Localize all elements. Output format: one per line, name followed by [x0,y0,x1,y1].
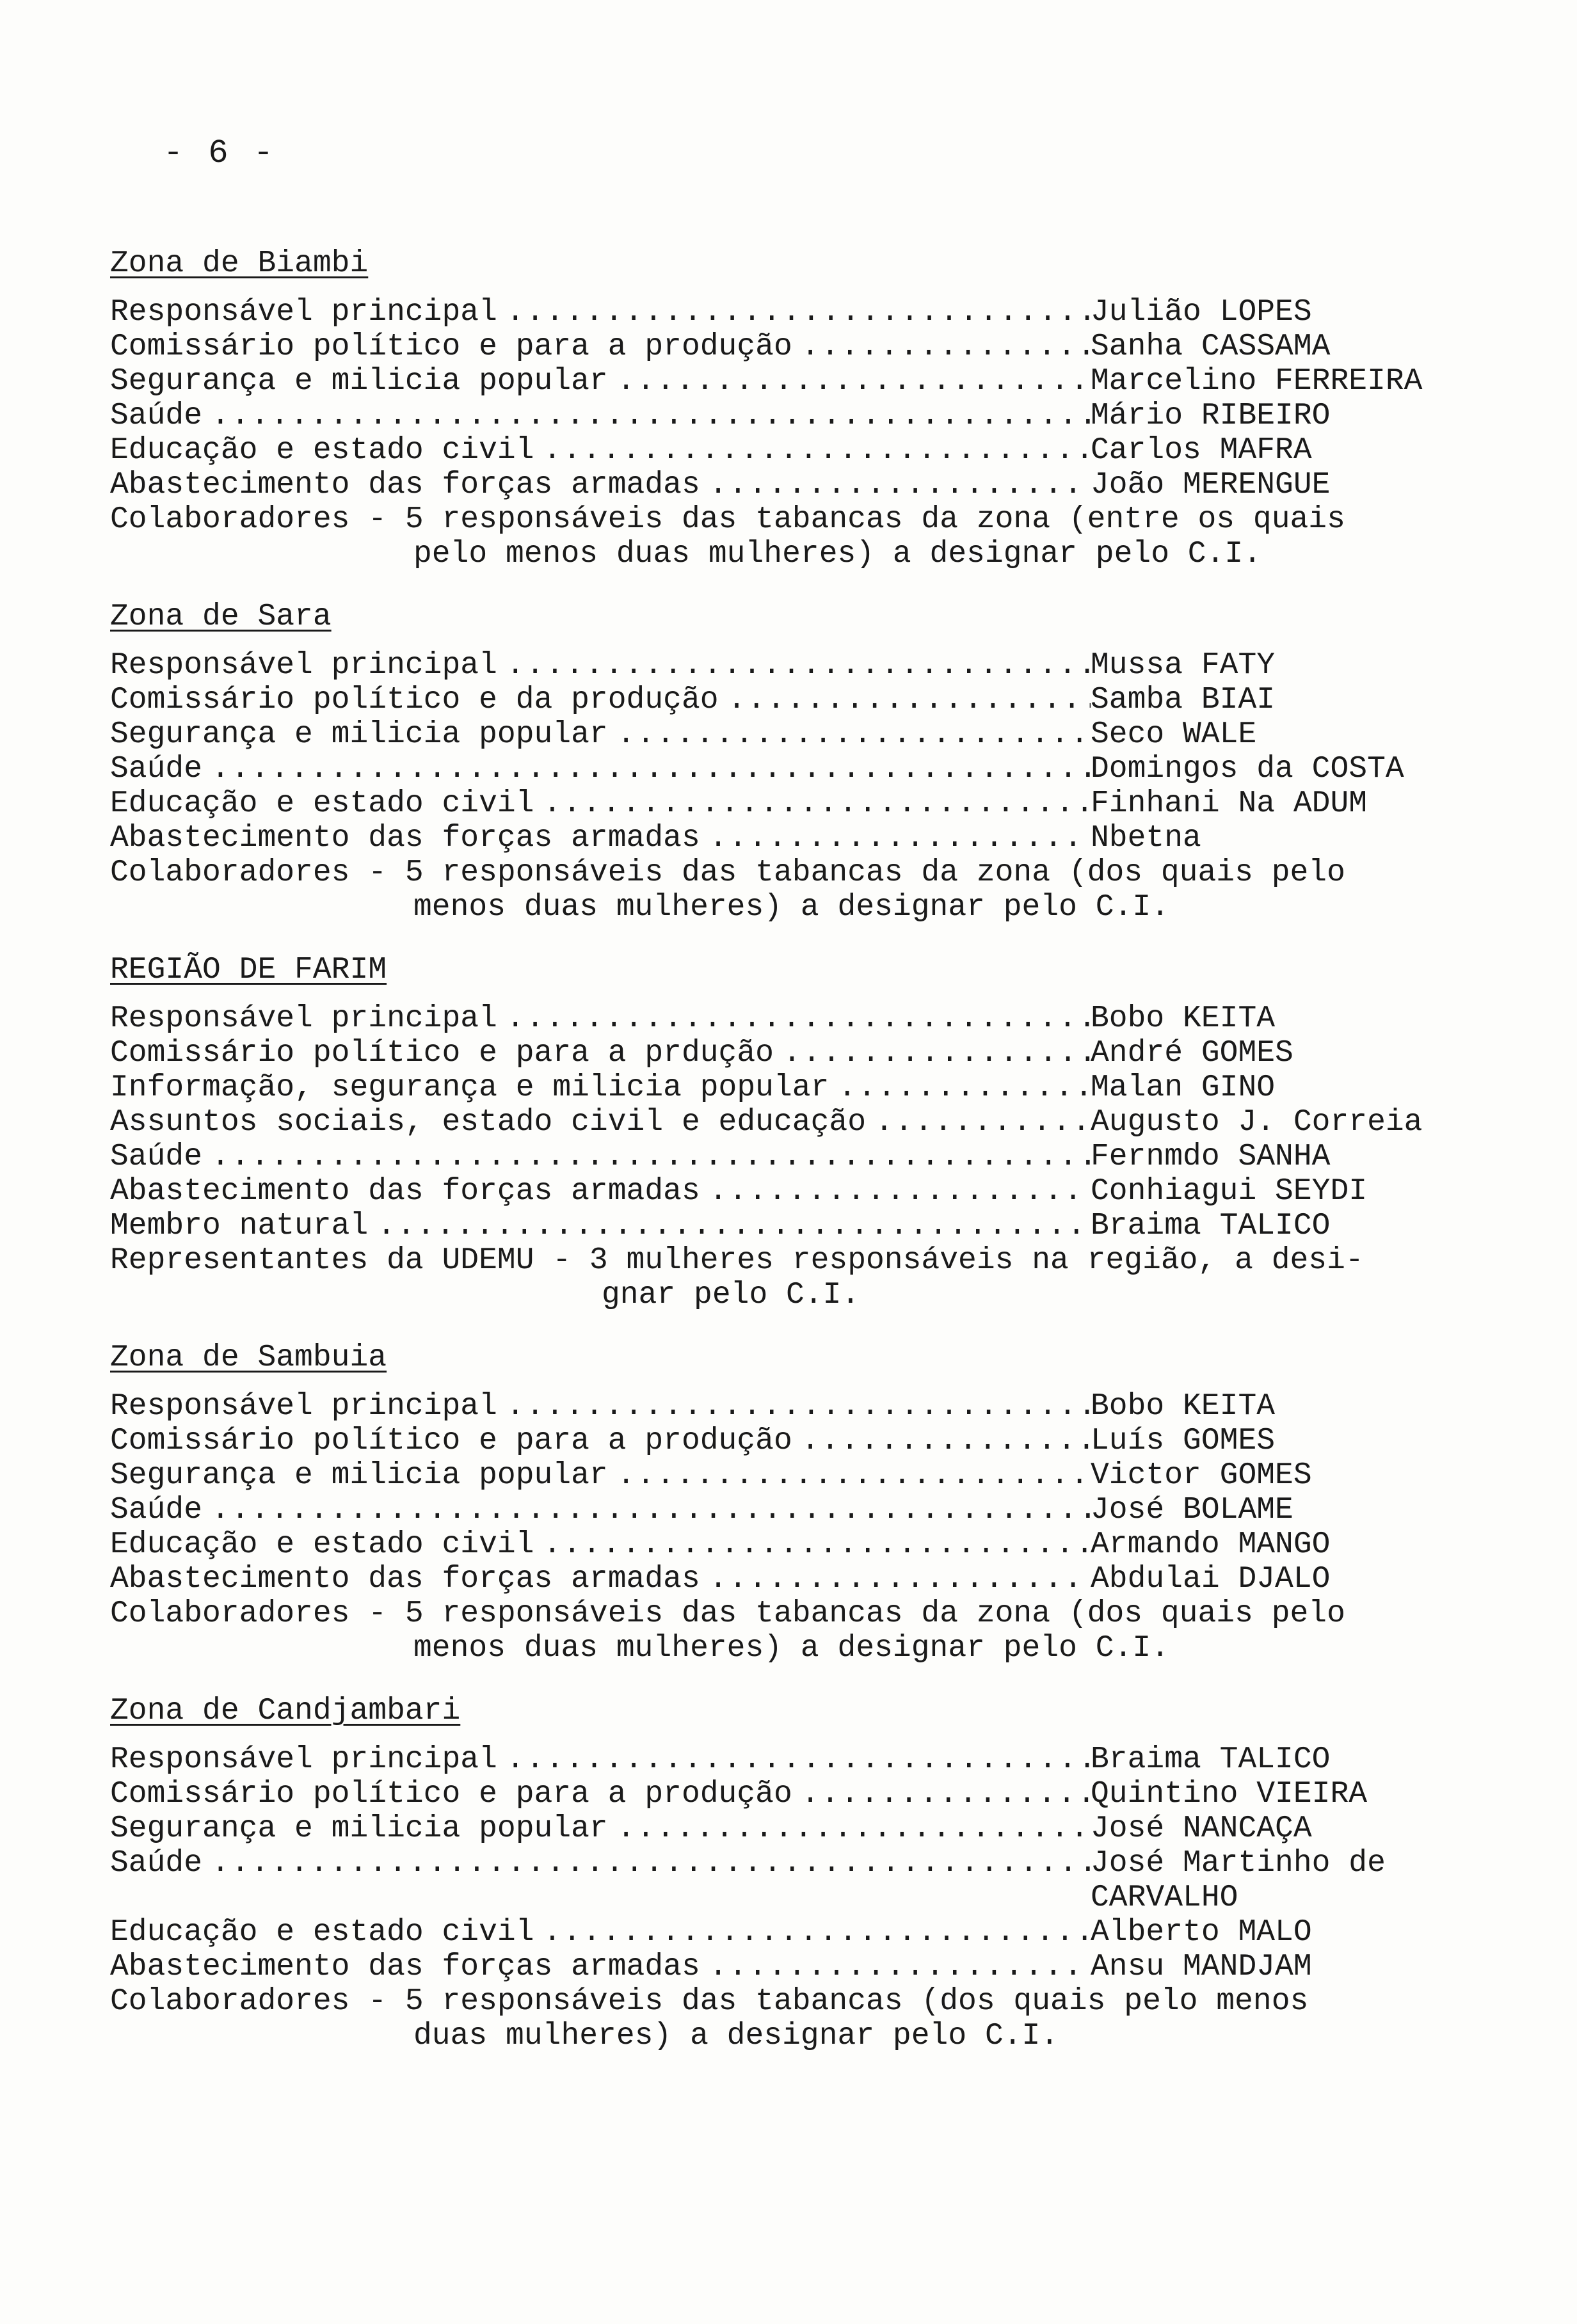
role-label: Saúde [110,1846,203,1881]
person-name: Mário RIBEIRO [1091,399,1331,433]
role-label: Responsável principal [110,648,497,683]
list-item [110,1209,1467,1243]
dot-leader [774,1036,1091,1070]
note-line-continued: menos duas mulheres) a designar pelo C.I. [413,890,1169,925]
person-name: Malan GINO [1091,1070,1276,1105]
dot-leader [534,1915,1091,1950]
list-item [110,364,1467,399]
role-label: Educação e estado civil [110,786,534,821]
role-label: Comissário político e para a produção [110,1424,792,1458]
section-title: REGIÃO DE FARIM [110,953,387,987]
list-item [110,717,1467,752]
person-name: Abdulai DJALO [1091,1562,1331,1596]
list-item [110,752,1467,786]
list-item [110,1036,1467,1070]
person-name: Victor GOMES [1091,1458,1312,1493]
dot-leader [497,1389,1091,1424]
person-name: Julião LOPES [1091,295,1312,330]
role-label: Comissário político e para a produção [110,330,792,364]
note-line: Colaboradores - 5 responsáveis das tabancas da zona (dos quais pelo [110,856,1345,890]
dot-leader [534,1527,1091,1562]
list-item [110,1493,1467,1527]
role-label: Comissário político e da produção [110,683,719,717]
list-item [110,1777,1467,1811]
person-name: Armando MANGO [1091,1527,1331,1562]
note-line-continued: gnar pelo C.I. [602,1278,860,1312]
role-label: Abastecimento das forças armadas [110,1562,700,1596]
dot-leader [202,1846,1091,1881]
list-item [110,1140,1467,1174]
dot-leader [866,1105,1091,1140]
person-name: Carlos MAFRA [1091,433,1312,468]
section-zona-de-sara [110,600,1467,925]
role-label: Saúde [110,1493,203,1527]
list-item [110,786,1467,821]
dot-leader [497,295,1091,330]
list-item [110,1527,1467,1562]
role-label: Abastecimento das forças armadas [110,468,700,502]
dot-leader [700,1950,1091,1984]
person-name: Braima TALICO [1091,1209,1331,1243]
role-label: Saúde [110,399,203,433]
section-zona-de-sambuia [110,1341,1467,1666]
list-item [110,399,1467,433]
collaborators-note [110,1984,1467,2053]
list-item [110,1424,1467,1458]
list-item [110,1950,1467,1984]
person-name: Bobo KEITA [1091,1001,1276,1036]
person-name: Samba BIAI [1091,683,1276,717]
dot-leader [497,1742,1091,1777]
dot-leader [368,1209,1091,1243]
dot-leader [719,683,1091,717]
list-item [110,821,1467,856]
person-name: Sanha CASSAMA [1091,330,1331,364]
person-name: Fernmdo SANHA [1091,1140,1331,1174]
dot-leader [202,1140,1091,1174]
dot-leader [608,1458,1091,1493]
list-item [110,1174,1467,1209]
dot-leader [202,1493,1091,1527]
list-item [110,1001,1467,1036]
dot-leader [534,433,1091,468]
section-title: Zona de Sambuia [110,1341,387,1375]
list-item [110,683,1467,717]
person-name: Conhiagui SEYDI [1091,1174,1368,1209]
role-label: Comissário político e para a produção [110,1777,792,1811]
person-name: Luís GOMES [1091,1424,1276,1458]
dot-leader [608,717,1091,752]
dot-leader [497,1001,1091,1036]
list-item [110,1915,1467,1950]
dot-leader [792,1777,1091,1811]
person-name: Braima TALICO [1091,1742,1331,1777]
collaborators-note [110,502,1467,571]
role-label: Saúde [110,1140,203,1174]
dot-leader [608,1811,1091,1846]
person-name: Ansu MANDJAM [1091,1950,1312,1984]
person-name: Quintino VIEIRA [1091,1777,1368,1811]
dot-leader [792,330,1091,364]
list-item [110,1811,1467,1846]
person-name: Domingos da COSTA [1091,752,1404,786]
dot-leader [202,752,1091,786]
note-line-continued: menos duas mulheres) a designar pelo C.I. [413,1631,1169,1666]
person-name: Marcelino FERREIRA [1091,364,1423,399]
role-label: Abastecimento das forças armadas [110,1950,700,1984]
role-label: Comissário político e para a prdução [110,1036,774,1070]
dot-leader [829,1070,1091,1105]
person-name: João MERENGUE [1091,468,1331,502]
role-label: Educação e estado civil [110,1527,534,1562]
dot-leader [700,1562,1091,1596]
dot-leader [700,821,1091,856]
list-item [110,1105,1467,1140]
role-label: Informação, segurança e milicia popular [110,1070,829,1105]
role-label: Responsável principal [110,1742,497,1777]
section-title: Zona de Biambi [110,246,369,281]
role-label: Abastecimento das forças armadas [110,821,700,856]
person-name: Seco WALE [1091,717,1257,752]
dot-leader [202,399,1091,433]
person-name: Nbetna [1091,821,1201,856]
dot-leader [700,1174,1091,1209]
role-label: Educação e estado civil [110,433,534,468]
section-title: Zona de Candjambari [110,1694,461,1728]
section-title: Zona de Sara [110,600,332,634]
person-name: André GOMES [1091,1036,1293,1070]
list-item [110,433,1467,468]
role-label: Educação e estado civil [110,1915,534,1950]
collaborators-note [110,856,1467,925]
role-label: Abastecimento das forças armadas [110,1174,700,1209]
section-regiao-de-farim [110,953,1467,1312]
section-zona-de-biambi [110,246,1467,571]
dot-leader [700,468,1091,502]
role-label: Assuntos sociais, estado civil e educação [110,1105,866,1140]
list-item [110,648,1467,683]
person-name: José Martinho de CARVALHO [1091,1846,1386,1915]
page-number: - 6 - [163,134,276,172]
note-line: Colaboradores - 5 responsáveis das tabancas da zona (dos quais pelo [110,1596,1345,1631]
list-item [110,1846,1467,1915]
dot-leader [534,786,1091,821]
list-item [110,1389,1467,1424]
list-item [110,1070,1467,1105]
dot-leader [497,648,1091,683]
note-line-continued: duas mulheres) a designar pelo C.I. [413,2019,1059,2053]
person-name: Augusto J. Correia [1091,1105,1423,1140]
list-item [110,1458,1467,1493]
role-label: Responsável principal [110,295,497,330]
role-label: Saúde [110,752,203,786]
list-item [110,1562,1467,1596]
role-label: Segurança e milicia popular [110,1458,608,1493]
role-label: Segurança e milicia popular [110,717,608,752]
list-item [110,1742,1467,1777]
person-name: Bobo KEITA [1091,1389,1276,1424]
note-line: Colaboradores - 5 responsáveis das tabancas da zona (entre os quais [110,502,1345,537]
role-label: Responsável principal [110,1001,497,1036]
list-item [110,468,1467,502]
role-label: Segurança e milicia popular [110,1811,608,1846]
person-name: Alberto MALO [1091,1915,1312,1950]
role-label: Segurança e milicia popular [110,364,608,399]
section-zona-de-candjambari [110,1694,1467,2053]
role-label: Membro natural [110,1209,369,1243]
note-line: Representantes da UDEMU - 3 mulheres responsáveis na região, a desi- [110,1243,1364,1278]
list-item [110,295,1467,330]
role-label: Responsável principal [110,1389,497,1424]
person-name: Finhani Na ADUM [1091,786,1368,821]
dot-leader [792,1424,1091,1458]
note-line: Colaboradores - 5 responsáveis das tabancas (dos quais pelo menos [110,1984,1309,2019]
document-body [110,246,1467,2081]
udemu-note [110,1243,1467,1312]
person-name: Mussa FATY [1091,648,1276,683]
note-line-continued: pelo menos duas mulheres) a designar pelo C.I. [413,537,1262,571]
person-name: José NANCAÇA [1091,1811,1312,1846]
collaborators-note [110,1596,1467,1666]
dot-leader [608,364,1091,399]
person-name: José BOLAME [1091,1493,1293,1527]
list-item [110,330,1467,364]
